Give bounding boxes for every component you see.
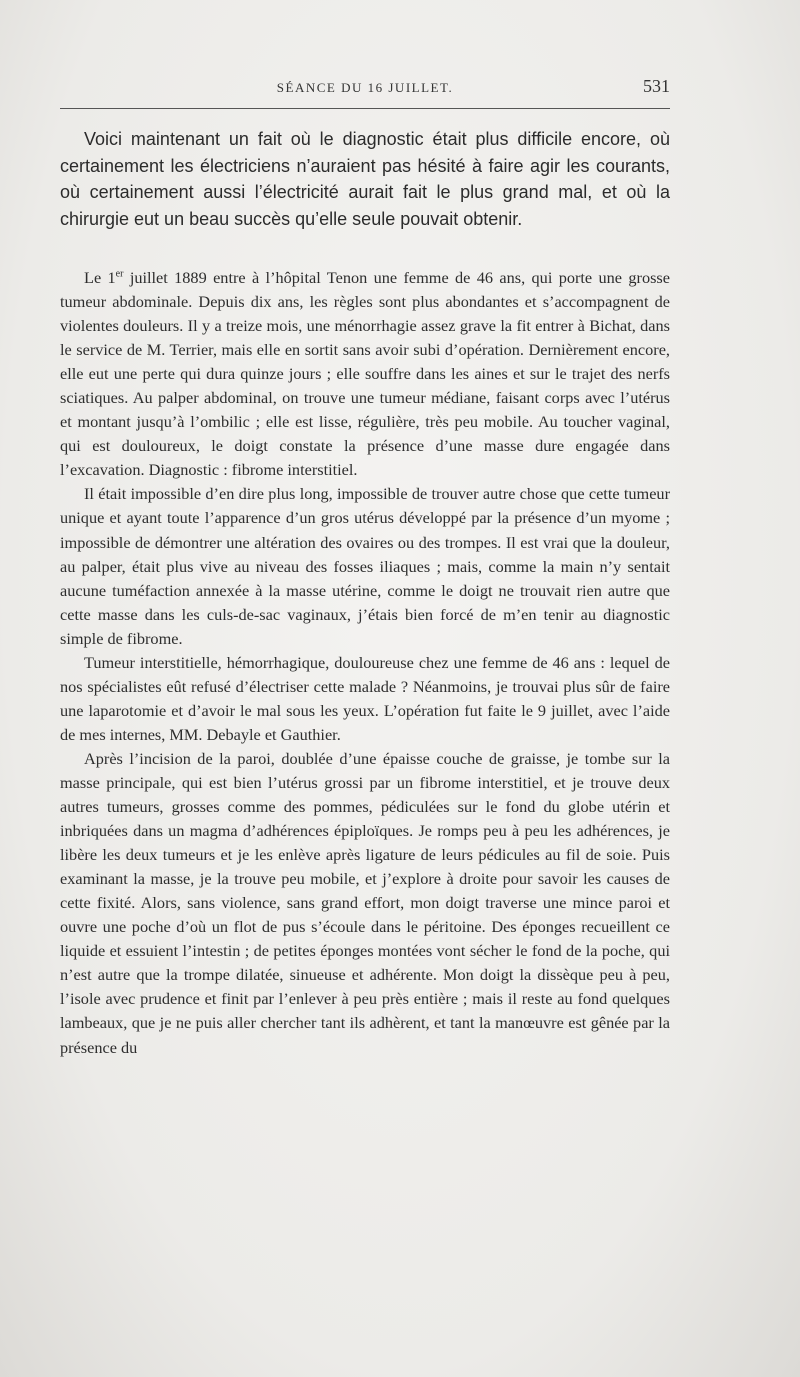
intro-paragraph: Voici maintenant un fait où le diagnostic était plus difficile encore, où certainement les électriciens n’auraient pas hésité à faire agir les courants, où certainement aussi l’électricité aurait fait le plus grand mal, et où la chirurgie eut un beau succès qu’elle seule pouvait obtenir.	[60, 129, 670, 229]
ordinal-superscript: er	[115, 268, 124, 280]
case-paragraph-3: Tumeur interstitielle, hémorrhagique, douloureuse chez une femme de 46 ans : lequel de nos spécialistes eût refusé d’électriser cette malade ? Néanmoins, je trouvai plus sûr de faire une laparotomie et d’avoir le mal sous les yeux. L’opération fut faite le 9 juillet, avec l’aide de mes internes, MM. Debayle et Gauthier.	[60, 652, 670, 744]
header-rule	[60, 108, 670, 109]
case-paragraph-1	[60, 266, 670, 482]
case-report	[60, 266, 670, 1060]
intro-section	[60, 126, 670, 232]
case-paragraph-4: Après l’incision de la paroi, doublée d’une épaisse couche de graisse, je tombe sur la masse principale, qui est bien l’utérus grossi par un fibrome interstitiel, et je trouve deux autres tumeurs, grosses comme des pommes, pédiculées sur le fond du globe utérin et inbriquées dans un magma d’adhérences épiploïques. Je romps peu à peu les adhérences, je libère les deux tumeurs et je les enlève après ligature de leurs pédicules au fil de soie. Puis examinant la masse, je la trouve peu mobile, et j’explore à droite pour savoir les causes de cette fixité. Alors, sans violence, sans grand effort, mon doigt traverse une mince paroi et ouvre une poche d’où un flot de pus s’écoule dans le péritoine. Des éponges recueillent ce liquide et essuient l’intestin ; de petites éponges montées vont sécher le fond de la poche, qui n’est autre que la trompe dilatée, sinueuse et adhérente. Mon doigt la dissèque peu à peu, l’isole avec prudence et finit par l’enlever à peu près entière ; mais il reste au fond quelques lambeaux, que je ne puis aller chercher tant ils adhèrent, et tant la manœuvre est gênée par la présence du	[60, 748, 670, 1057]
page-header	[60, 76, 670, 104]
page-number: 531	[643, 76, 670, 96]
case-paragraph-2: Il était impossible d’en dire plus long, impossible de trouver autre chose que cette tumeur unique et ayant toute l’apparence d’un gros utérus développé par la présence d’un myome ; impossible de démontrer une altération des ovaires ou des trompes. Il est vrai que la douleur, au palper, était plus vive au niveau des fosses iliaques ; mais, comme la main n’y sentait aucune tuméfaction annexée à la masse utérine, comme le doigt ne trouvait rien autre que cette masse dans les culs-de-sac vaginaux, j’étais bien forcé de m’en tenir au diagnostic simple de fibrome.	[60, 484, 670, 648]
running-title: SÉANCE DU 16 JUILLET.	[276, 80, 454, 95]
case-lead: Le 1	[84, 268, 116, 287]
case-rest: juillet 1889 entre à l’hôpital Tenon une femme de 46 ans, qui porte une grosse tumeur abdominale. Depuis dix ans, les règles sont plus abondantes et s’accompagnent de violentes douleurs. Il y a treize mois, une ménorrhagie assez grave la fit entrer à Bichat, dans le service de M. Terrier, mais elle en sortit sans avoir subi d’opération. Dernièrement encore, elle eut une perte qui dura quinze jours ; elle souffre dans les aines et sur le trajet des nerfs sciatiques. Au palper abdominal, on trouve une tumeur médiane, faisant corps avec l’utérus et montant jusqu’à l’ombilic ; elle est lisse, régulière, très peu mobile. Au toucher vaginal, qui est douloureux, le doigt constate la présence d’une masse dure engagée dans l’excavation. Diagnostic : fibrome interstitiel.	[60, 268, 670, 480]
